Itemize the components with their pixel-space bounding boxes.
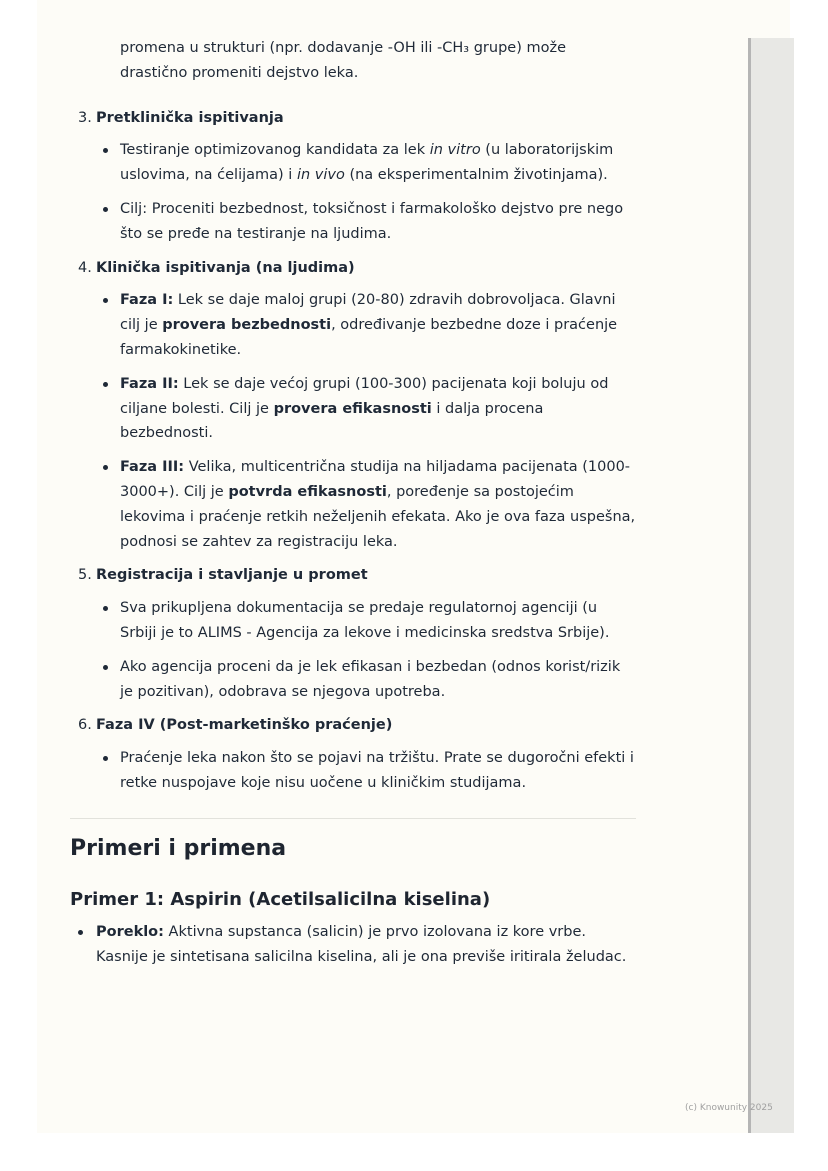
list-item: Faza III: Velika, multicentrična studija na hiljadama pacijenata (1000-3000+). Cilj je potvrda efikasnosti, poređenje sa postojećim lekovima i praćenje retkih neželjenih efekata. Ako je ova faza uspešna, podnosi se zahtev za registraciju leka. [70,455,636,554]
step-bullet-list [70,138,636,246]
step-heading: 6. Faza IV (Post-marketinško praćenje) [78,717,393,734]
list-item: Sva prikupljena dokumentacija se predaje regulatornoj agenciji (u Srbiji je to ALIMS - Agencija za lekove i medicinska sredstva Srbije). [70,596,636,646]
step-heading: 4. Klinička ispitivanja (na ljudima) [78,259,355,276]
list-item: Ako agencija proceni da je lek efikasan i bezbedan (odnos korist/rizik je pozitivan), odobrava se njegova upotreba. [70,655,636,705]
section-heading: Primeri i primena [70,835,287,861]
continued-text-line: promena u strukturi (npr. dodavanje -OH ili -CH₃ grupe) može [120,40,567,56]
list-item: Poreklo: Aktivna supstanca (salicin) je prvo izolovana iz kore vrbe. Kasnije je sintetisana salicilna kiselina, ali je ona previše iritirala želudac. [70,920,636,970]
step-bullet-list [70,746,636,796]
continued-text-line: drastično promeniti dejstvo leka. [120,64,359,81]
list-item: Faza I: Lek se daje maloj grupi (20-80) zdravih dobrovoljaca. Glavni cilj je provera bezbednosti, određivanje bezbedne doze i praćenje farmakokinetike. [70,288,636,362]
step-heading: 5. Registracija i stavljanje u promet [78,567,368,584]
example-heading: Primer 1: Aspirin (Acetilsalicilna kiselina) [70,888,491,910]
watermark: (c) Knowunity 2025 [685,1103,773,1113]
list-item: Cilj: Proceniti bezbednost, toksičnost i farmakološko dejstvo pre nego što se pređe na testiranje na ljudima. [70,197,636,247]
document-content [70,36,636,970]
list-item: Praćenje leka nakon što se pojavi na tržištu. Prate se dugoročni efekti i retke nuspojave koje nisu uočene u kliničkim studijama. [70,746,636,796]
step-bullet-list [70,596,636,704]
list-item: Faza II: Lek se daje većoj grupi (100-300) pacijenata koji boluju od ciljane bolesti. Cilj je provera efikasnosti i dalja procena bezbednosti. [70,372,636,446]
list-item: Testiranje optimizovanog kandidata za lek in vitro (u laboratorijskim uslovima, na ćelijama) i in vivo (na eksperimentalnim životinjama). [70,138,636,188]
page-margin-strip [748,38,794,1133]
example-bullet-list [70,920,636,970]
step-bullet-list [70,288,636,554]
section-divider [70,818,636,819]
step-heading: 3. Pretklinička ispitivanja [78,109,284,126]
